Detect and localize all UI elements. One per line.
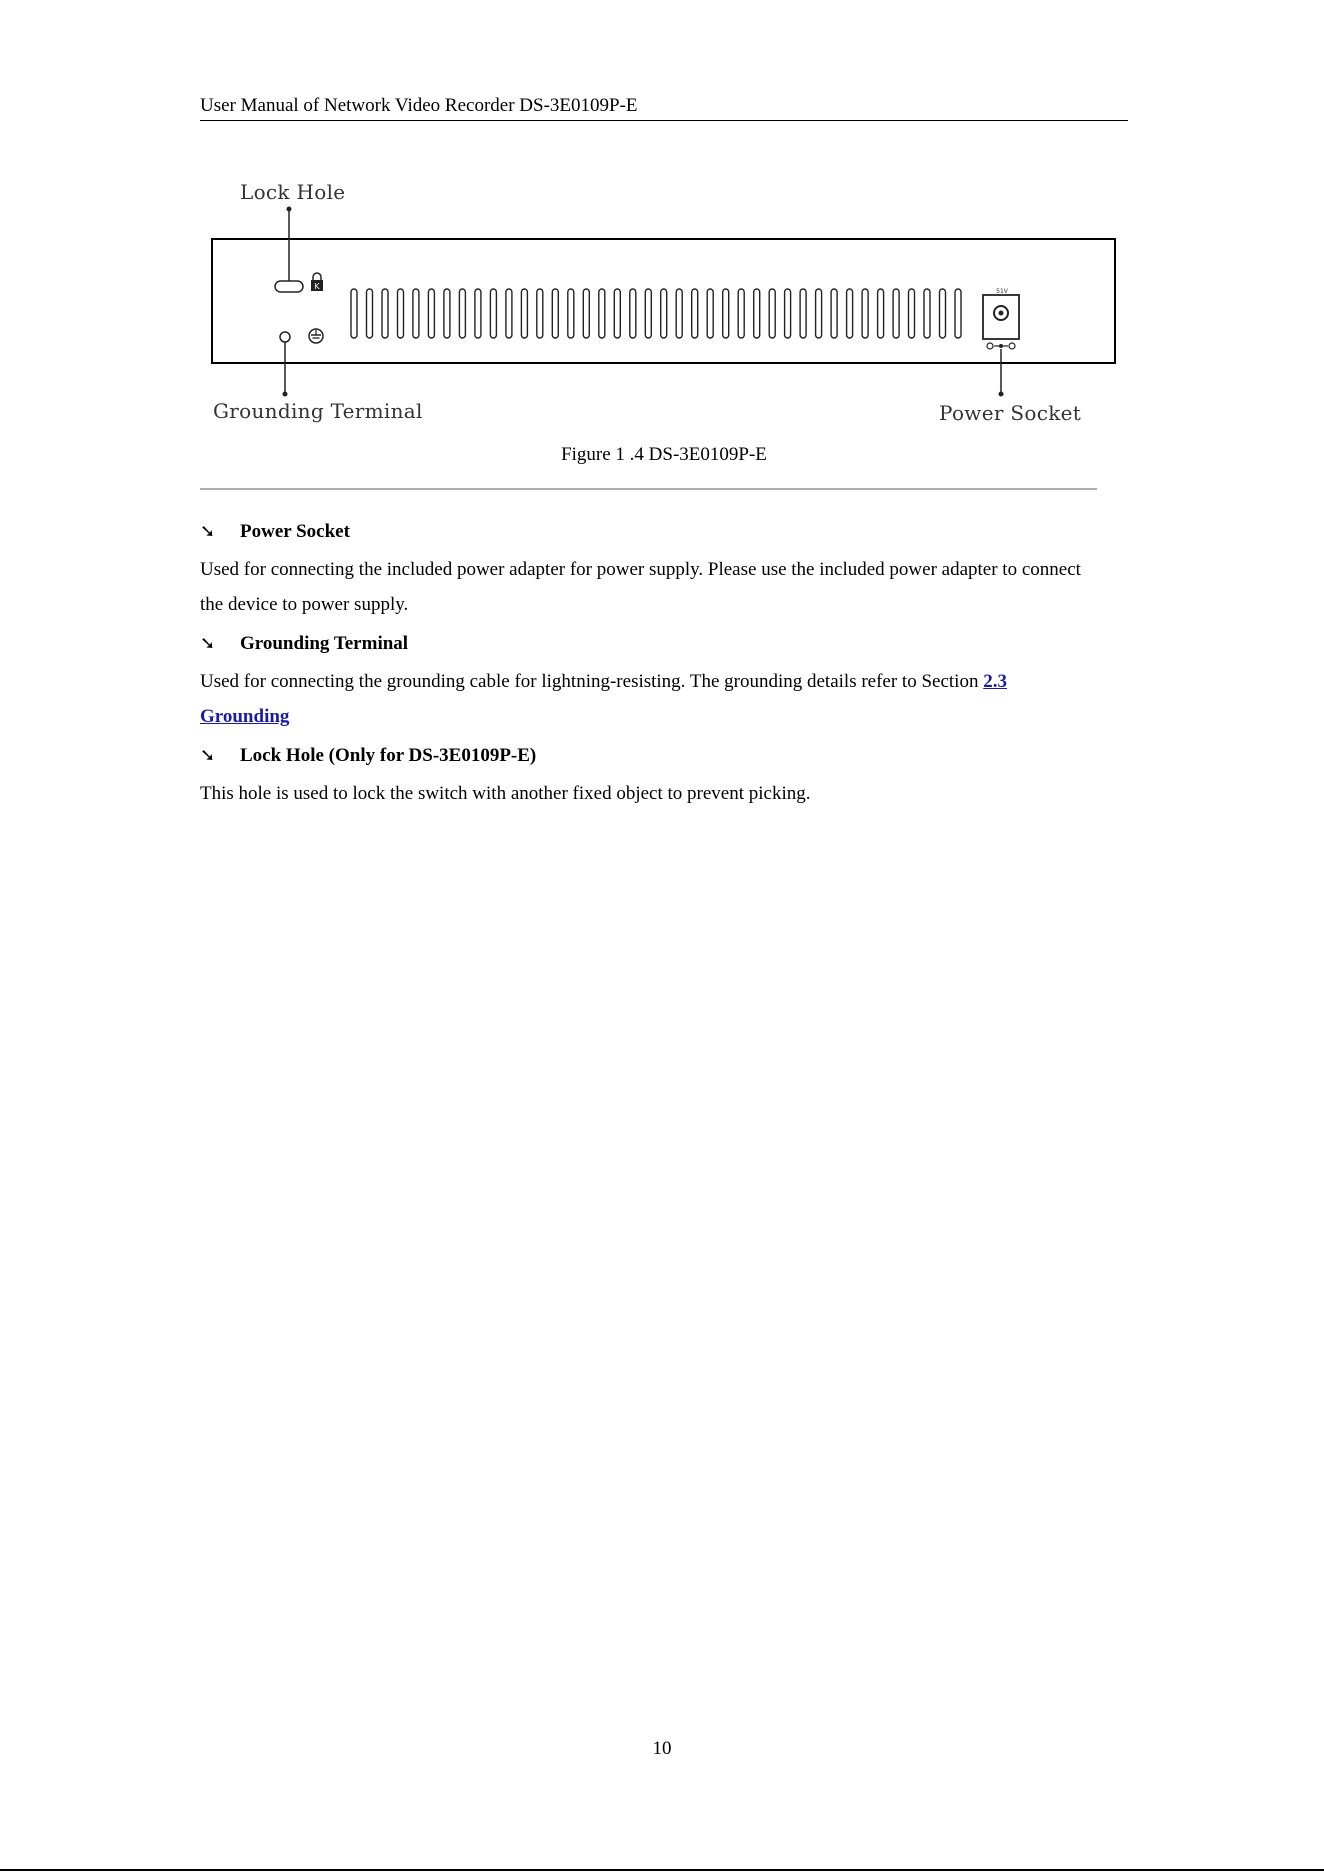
grounding-terminal-icon <box>280 332 290 342</box>
vent-slot <box>676 289 682 338</box>
vent-slot <box>583 289 589 338</box>
vent-slot <box>800 289 806 338</box>
vent-slot <box>459 289 465 338</box>
vent-slot <box>661 289 667 338</box>
vent-slot <box>444 289 450 338</box>
vent-slot <box>769 289 775 338</box>
voltage-marking: 51V <box>996 288 1008 295</box>
content <box>200 516 1100 817</box>
page-number: 10 <box>652 1738 672 1759</box>
vent-slot <box>398 289 404 338</box>
power-socket-label: Power Socket <box>939 401 1082 425</box>
vent-slot <box>351 289 357 338</box>
section-heading-text: Power Socket <box>240 521 350 542</box>
section-heading-text: Grounding Terminal <box>240 633 409 654</box>
grounding-section-link[interactable]: 2.3 Grounding <box>200 671 1007 727</box>
vent-slot <box>614 289 620 338</box>
rear-panel-drawing <box>200 170 1128 430</box>
vent-slot <box>723 289 729 338</box>
vent-slot <box>909 289 915 338</box>
arrow-bullet-icon: ➘ <box>200 745 216 766</box>
figure-caption: Figure 1 .4 DS-3E0109P-E <box>561 444 767 465</box>
vent-slot <box>552 289 558 338</box>
arrow-bullet-icon: ➘ <box>200 521 216 542</box>
grounding-terminal-label: Grounding Terminal <box>213 399 423 423</box>
vent-slot <box>816 289 822 338</box>
vent-slot <box>707 289 713 338</box>
page-header <box>200 94 1128 121</box>
vent-slot <box>862 289 868 338</box>
section-body-text: Used for connecting the grounding cable for lightning-resisting. The grounding details refer to Section <box>200 671 984 692</box>
vent-slot <box>878 289 884 338</box>
vent-slot <box>382 289 388 338</box>
caption-divider <box>200 488 1097 490</box>
vent-slot <box>847 289 853 338</box>
section-body-grounding-terminal <box>200 664 1100 734</box>
section-body-power-socket: Used for connecting the included power adapter for power supply. Please use the included power adapter to connect the device to power supply. <box>200 559 1081 615</box>
vent-slot <box>630 289 636 338</box>
vent-slot <box>692 289 698 338</box>
page-bottom-rule <box>0 1869 1324 1871</box>
vent-slot <box>537 289 543 338</box>
vent-slot <box>738 289 744 338</box>
vent-slot <box>785 289 791 338</box>
ground-symbol-icon <box>309 329 323 343</box>
vent-slot <box>831 289 837 338</box>
device-rear-panel-figure <box>200 170 1128 430</box>
section-heading-text: Lock Hole (Only for DS-3E0109P-E) <box>240 745 537 766</box>
vent-slot <box>506 289 512 338</box>
vent-slot <box>490 289 496 338</box>
vent-slot <box>521 289 527 338</box>
section-heading-grounding-terminal <box>200 628 1100 660</box>
vent-slot <box>754 289 760 338</box>
vent-slot <box>568 289 574 338</box>
vent-slot <box>645 289 651 338</box>
page-header-title: User Manual of Network Video Recorder DS-3E0109P-E <box>200 95 638 116</box>
lock-hole-leader-dot <box>287 207 292 212</box>
power-socket-leader-dot <box>999 392 1004 397</box>
vent-slot <box>924 289 930 338</box>
vent-slot <box>475 289 481 338</box>
arrow-bullet-icon: ➘ <box>200 633 216 654</box>
section-heading-lock-hole <box>200 740 1100 772</box>
vent-slot <box>893 289 899 338</box>
svg-text:K: K <box>314 282 320 291</box>
section-heading-power-socket <box>200 516 1100 548</box>
lock-hole-label: Lock Hole <box>240 180 346 204</box>
vent-slot <box>428 289 434 338</box>
vent-slot <box>955 289 961 338</box>
grounding-leader-dot <box>283 392 288 397</box>
vent-slot <box>413 289 419 338</box>
lock-slot-icon <box>275 281 303 292</box>
vent-slot <box>940 289 946 338</box>
vent-slot <box>599 289 605 338</box>
section-body-lock-hole: This hole is used to lock the switch with another fixed object to prevent picking. <box>200 783 811 804</box>
vent-slot <box>367 289 373 338</box>
